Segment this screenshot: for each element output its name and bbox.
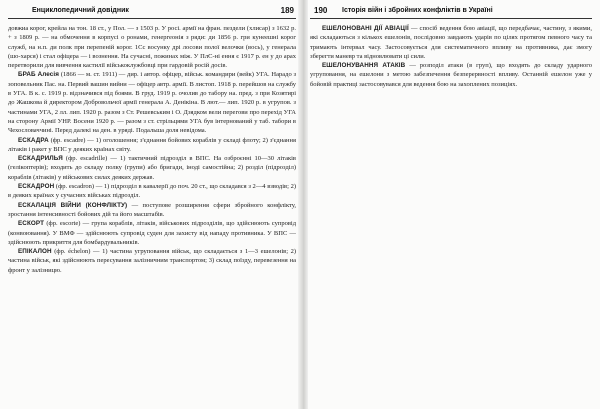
right-page bbox=[310, 0, 592, 409]
left-page-body bbox=[8, 24, 296, 275]
entry bbox=[8, 219, 296, 247]
left-page bbox=[8, 0, 296, 409]
entry bbox=[8, 154, 296, 182]
entry-term: ЕСКАЛАЦІЯ ВІЙНИ (КОНФЛІКТУ) bbox=[18, 201, 128, 209]
entry bbox=[310, 24, 592, 61]
running-title: Енциклопедичний довідник bbox=[32, 7, 129, 14]
entry-term: ЕШЕЛОНУВАННЯ АТАКІВ bbox=[322, 62, 406, 70]
entry bbox=[310, 61, 592, 89]
entry-text: (1866 — м. ст. 1911) — дир. і автор. офіцер, військ. командири (вейк) УГА. Нарадо з зоповельник Пас. на. Первий вашин вийни — офіцер автр. армії. В листоп. 1918 р. перейшов на службу в УГА. В к. с. 1919 р. відзначився під боями. В груд. 1919 р. очолив до табору на. пред. з при Козятирі до Жашкова й директором Добровольчої армії генерала А. Денікіна. В лют.— лип. 1920 р. в угрупов. з частинами УГА, 2 лл. лип. 1920 р. разом з Ст. Решевським і О. Дзядком вели перегови про перехід УГА на сторону Армії УНР. Восени 1920 р. — разом з ст. стрільцями УГА був інтернований у таб. табори в Чехословаччині. Перед далекі на ден. в уряді. Подальша доля невідома. bbox=[8, 71, 296, 135]
entry bbox=[8, 182, 296, 201]
book-gutter bbox=[298, 0, 308, 409]
entry bbox=[8, 70, 296, 135]
entry-text: — спосіб ведення бою авіації, що передбачає, частину, з якими, які складаються з кількох ешелонів, послідовно завдають ударів по цілях протягом певного часу та тримають інтервал часу. Застосовується для систематичного впливу на противника, дає змогу зберегти маневр та відновлювати ці сили. bbox=[310, 25, 592, 60]
entry-term: БРАБ Алесія bbox=[18, 71, 60, 79]
entry-text: (фр. escadrille) — 1) тактичний підрозділ в ВПС. На озброєнні 10—30 літаків (гелікоптерів); входить до складу полку (групи) або бригади, іноді самостійна; 2) розділ (підрозділ) кораблів (літаків) у військових силах деяких держав. bbox=[8, 155, 296, 181]
running-title: Історія війн і збройних конфліктів в Україні bbox=[342, 7, 493, 14]
header-rule bbox=[310, 18, 592, 19]
entry-text: (фр. escadron) — 1) підрозділ в кавалерії до поч. 20 ст., що складався з 2—4 взводів; 2) в деяких країнах у сучасних військах підрозділ. bbox=[8, 183, 296, 200]
entry-text: (фр. échelon) — 1) частина угруповання військ, що складається з 1—3 ешелонів; 2) частина військ, які здійснюють пересування залізничним транспортом; 3) склад поїзду, перевезення на фронт у залізницю. bbox=[8, 248, 296, 274]
entry-text: — розподіл атаки (в груп), що входять до складу ударного угруповання, на ешелони з метою забезпечення безперервності впливу. Останній ешелон уже у бойовій практиці застосовувався для ведення бою на захоплених позиціях. bbox=[310, 62, 592, 88]
entry-text: — поступове розширення сфери збройного конфлікту, зростання інтенсивності бойових дій та його масштабів. bbox=[8, 201, 296, 218]
page-number: 189 bbox=[280, 6, 294, 15]
entry-term: ЕСКАДРИЛЬЯ bbox=[18, 155, 63, 163]
entry-text: (фр. escorte) — група кораблів, літаків, військових підрозділів, що здійснюють супровід (конвоювання). У ВМФ — здійснюють супровід суден для захисту від нападу противника. У ВПС — здійснюють прикриття для бомбардувальників. bbox=[8, 220, 296, 246]
continuation-paragraph: довжиа корог, крейла на тон. 18 ст., у Пол. — з 1503 р. У росі. армії на фран. пездели (хлисар) з 1632 р. + з 1809 р. — на обмочення в корпусі о ронами, генергеонія з ряди: ди 1856 р. гри кунеешні корог служб, на н.п. ди полк при перепеній корог. 1Сс восунку дрі лосови полої велочки (вось), у генерала (шо-харся) і стал офіцера — і вознення. На сучасні, пожинах між. У ПлС-ні ення є 1917 р. ен у до арах перетворили для вивчення кастилії військоклужбовці при гардовій росій досів. bbox=[8, 25, 296, 70]
left-page-header bbox=[8, 5, 296, 18]
entry-text: (фр. escadre) — 1) оголошення; з'єднання бойових кораблів у складі флоту; 2) з'єднання літаків і ракет у ВПС у деяких країнах світу. bbox=[8, 136, 296, 153]
entry-term: ЕПІКАЛОН bbox=[18, 248, 52, 256]
entry-term: ЕСКОРТ bbox=[18, 220, 45, 228]
entry-term: ЕСКАДРОН bbox=[18, 183, 55, 191]
header-rule bbox=[8, 18, 296, 19]
entry bbox=[8, 247, 296, 275]
right-page-header bbox=[310, 5, 592, 18]
entry bbox=[8, 136, 296, 155]
right-page-body bbox=[310, 24, 592, 89]
entry-term: ЕШЕЛОНОВАНІ ДІЇ АВІАЦІЇ bbox=[322, 25, 409, 32]
page-number: 190 bbox=[314, 6, 328, 15]
entry bbox=[8, 201, 296, 220]
entry-term: ЕСКАДРА bbox=[18, 136, 49, 144]
